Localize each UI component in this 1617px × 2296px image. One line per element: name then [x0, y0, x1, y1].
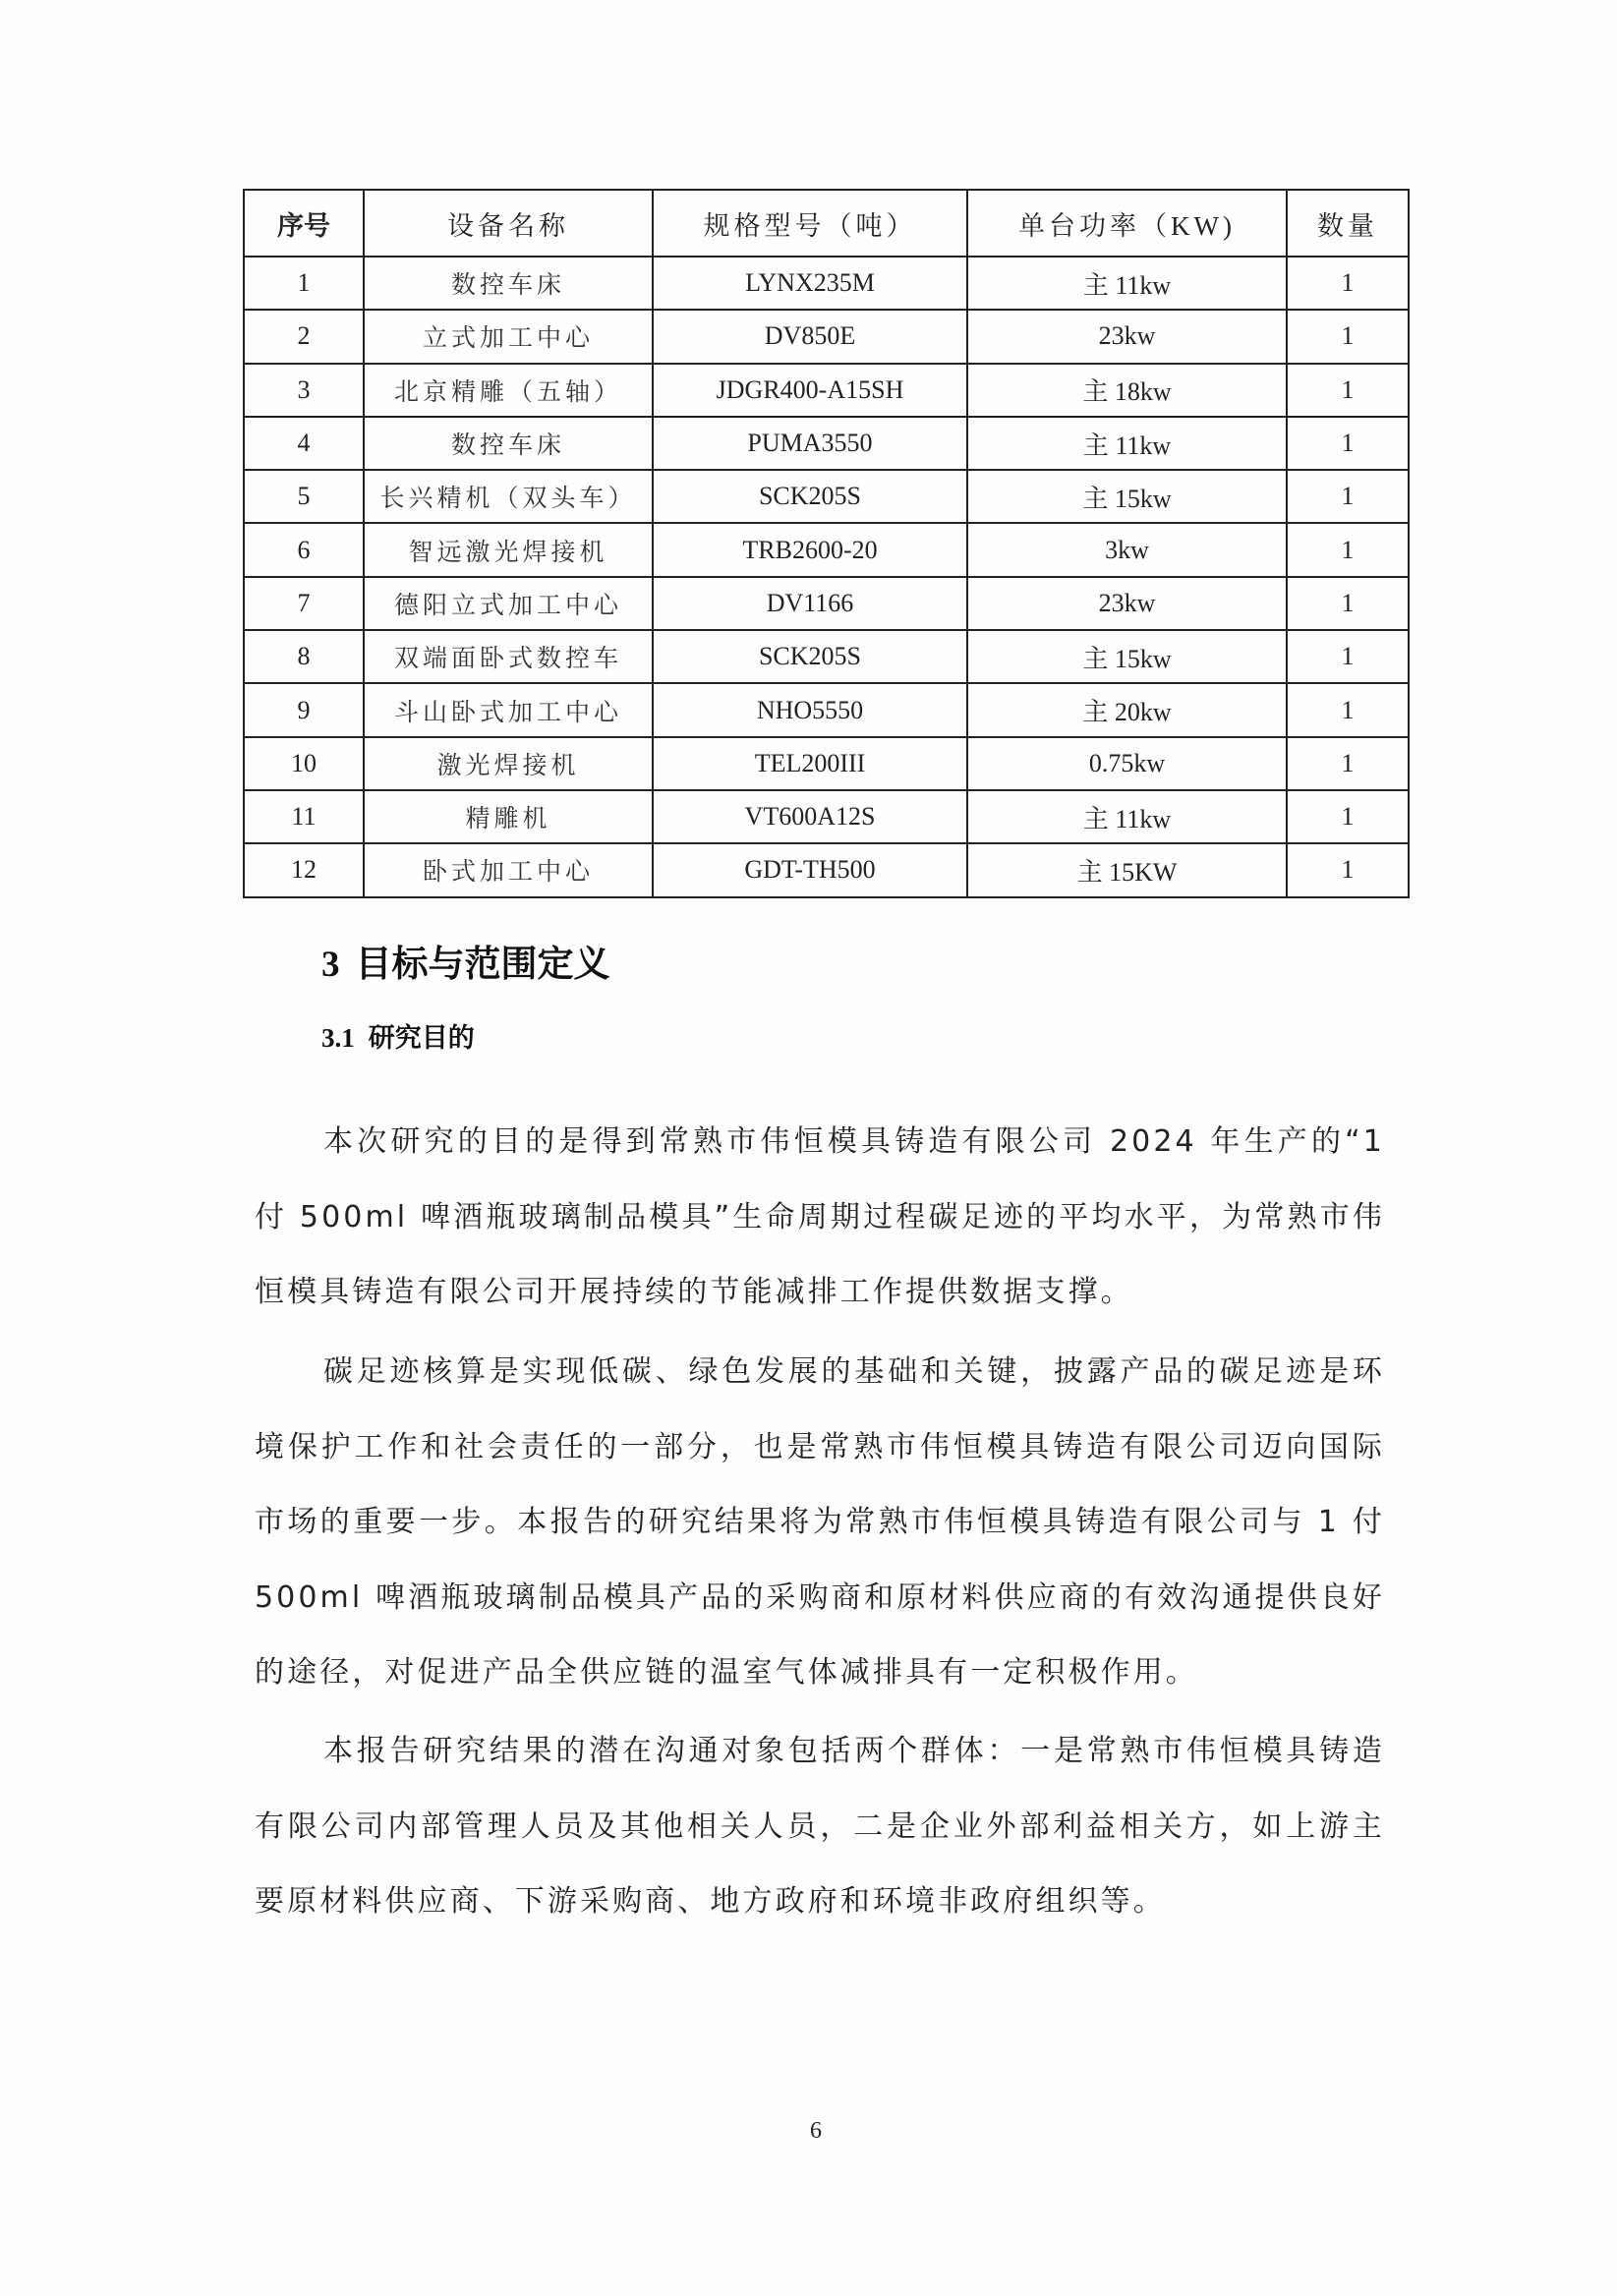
cell-serial-no: 10	[244, 737, 364, 790]
cell-quantity: 1	[1287, 737, 1409, 790]
cell-unit-power: 0.75kw	[967, 737, 1287, 790]
cell-model-spec: VT600A12S	[653, 790, 967, 843]
cell-serial-no: 2	[244, 310, 364, 363]
table-row	[244, 630, 1409, 683]
cell-equipment-name: 智远激光焊接机	[364, 523, 653, 576]
cell-equipment-name: 立式加工中心	[364, 310, 653, 363]
cell-serial-no: 6	[244, 523, 364, 576]
page-number: 6	[810, 2118, 822, 2144]
cell-serial-no: 7	[244, 577, 364, 630]
table-row	[244, 310, 1409, 363]
cell-quantity: 1	[1287, 310, 1409, 363]
cell-unit-power: 主 18kw	[967, 364, 1287, 417]
cell-equipment-name: 精雕机	[364, 790, 653, 843]
table-body	[244, 257, 1409, 897]
header-equipment-name: 设备名称	[364, 190, 653, 257]
cell-quantity: 1	[1287, 790, 1409, 843]
paragraph-audience: 本报告研究结果的潜在沟通对象包括两个群体：一是常熟市伟恒模具铸造有限公司内部管理人员及其他相关人员，二是企业外部利益相关方，如上游主要原材料供应商、下游采购商、地方政府和环境非政府组织等。	[255, 1734, 1385, 1919]
subsection-number: 3.1	[321, 1023, 355, 1053]
cell-quantity: 1	[1287, 683, 1409, 736]
table-row	[244, 470, 1409, 523]
paragraph-carbon-footprint: 碳足迹核算是实现低碳、绿色发展的基础和关键，披露产品的碳足迹是环境保护工作和社会责任的一部分，也是常熟市伟恒模具铸造有限公司迈向国际市场的重要一步。本报告的研究结果将为常熟市伟恒模具铸造有限公司与 1 付 500ml 啤酒瓶玻璃制品模具产品的采购商和原材料供应商的有效沟通提供良好的途径，对促进产品全供应链的温室气体减排具有一定积极作用。	[255, 1354, 1385, 1690]
cell-serial-no: 5	[244, 470, 364, 523]
cell-serial-no: 8	[244, 630, 364, 683]
cell-unit-power: 主 11kw	[967, 417, 1287, 470]
cell-serial-no: 11	[244, 790, 364, 843]
paragraph-purpose: 本次研究的目的是得到常熟市伟恒模具铸造有限公司 2024 年生产的“1 付 500ml 啤酒瓶玻璃制品模具”生命周期过程碳足迹的平均水平，为常熟市伟恒模具铸造有限公司开展持续的节能减排工作提供数据支撑。	[255, 1124, 1385, 1309]
subsection-title: 研究目的	[368, 1023, 475, 1054]
table-row	[244, 843, 1409, 896]
cell-unit-power: 23kw	[967, 577, 1287, 630]
cell-model-spec: NHO5550	[653, 683, 967, 736]
cell-equipment-name: 斗山卧式加工中心	[364, 683, 653, 736]
cell-model-spec: JDGR400-A15SH	[653, 364, 967, 417]
cell-equipment-name: 双端面卧式数控车	[364, 630, 653, 683]
table-row	[244, 364, 1409, 417]
cell-quantity: 1	[1287, 257, 1409, 310]
cell-model-spec: DV850E	[653, 310, 967, 363]
cell-model-spec: TEL200III	[653, 737, 967, 790]
header-model-spec: 规格型号（吨）	[653, 190, 967, 257]
cell-quantity: 1	[1287, 470, 1409, 523]
cell-quantity: 1	[1287, 364, 1409, 417]
table-row	[244, 737, 1409, 790]
cell-serial-no: 9	[244, 683, 364, 736]
table-row	[244, 683, 1409, 736]
cell-model-spec: TRB2600-20	[653, 523, 967, 576]
equipment-table	[243, 189, 1410, 898]
cell-equipment-name: 数控车床	[364, 417, 653, 470]
cell-equipment-name: 卧式加工中心	[364, 843, 653, 896]
cell-model-spec: GDT-TH500	[653, 843, 967, 896]
table-row	[244, 523, 1409, 576]
cell-quantity: 1	[1287, 577, 1409, 630]
cell-model-spec: DV1166	[653, 577, 967, 630]
header-serial-no: 序号	[244, 190, 364, 257]
cell-serial-no: 4	[244, 417, 364, 470]
subsection-heading	[321, 1016, 475, 1055]
cell-equipment-name: 德阳立式加工中心	[364, 577, 653, 630]
cell-serial-no: 12	[244, 843, 364, 896]
section-number: 3	[321, 945, 340, 985]
header-unit-power: 单台功率（KW)	[967, 190, 1287, 257]
cell-equipment-name: 数控车床	[364, 257, 653, 310]
table-row	[244, 790, 1409, 843]
section-title: 目标与范围定义	[355, 943, 610, 985]
table-header-row	[244, 190, 1409, 257]
cell-serial-no: 1	[244, 257, 364, 310]
header-quantity: 数量	[1287, 190, 1409, 257]
cell-model-spec: SCK205S	[653, 470, 967, 523]
cell-quantity: 1	[1287, 417, 1409, 470]
cell-unit-power: 主 15kw	[967, 630, 1287, 683]
cell-equipment-name: 长兴精机（双头车）	[364, 470, 653, 523]
table-row	[244, 417, 1409, 470]
cell-model-spec: LYNX235M	[653, 257, 967, 310]
cell-quantity: 1	[1287, 523, 1409, 576]
section-heading	[321, 934, 610, 987]
cell-unit-power: 主 11kw	[967, 257, 1287, 310]
table-row	[244, 577, 1409, 630]
cell-unit-power: 主 11kw	[967, 790, 1287, 843]
cell-model-spec: PUMA3550	[653, 417, 967, 470]
cell-serial-no: 3	[244, 364, 364, 417]
cell-equipment-name: 激光焊接机	[364, 737, 653, 790]
cell-unit-power: 23kw	[967, 310, 1287, 363]
cell-quantity: 1	[1287, 843, 1409, 896]
cell-unit-power: 3kw	[967, 523, 1287, 576]
cell-unit-power: 主 15kw	[967, 470, 1287, 523]
cell-equipment-name: 北京精雕（五轴）	[364, 364, 653, 417]
cell-quantity: 1	[1287, 630, 1409, 683]
cell-unit-power: 主 15KW	[967, 843, 1287, 896]
cell-model-spec: SCK205S	[653, 630, 967, 683]
cell-unit-power: 主 20kw	[967, 683, 1287, 736]
table-row	[244, 257, 1409, 310]
